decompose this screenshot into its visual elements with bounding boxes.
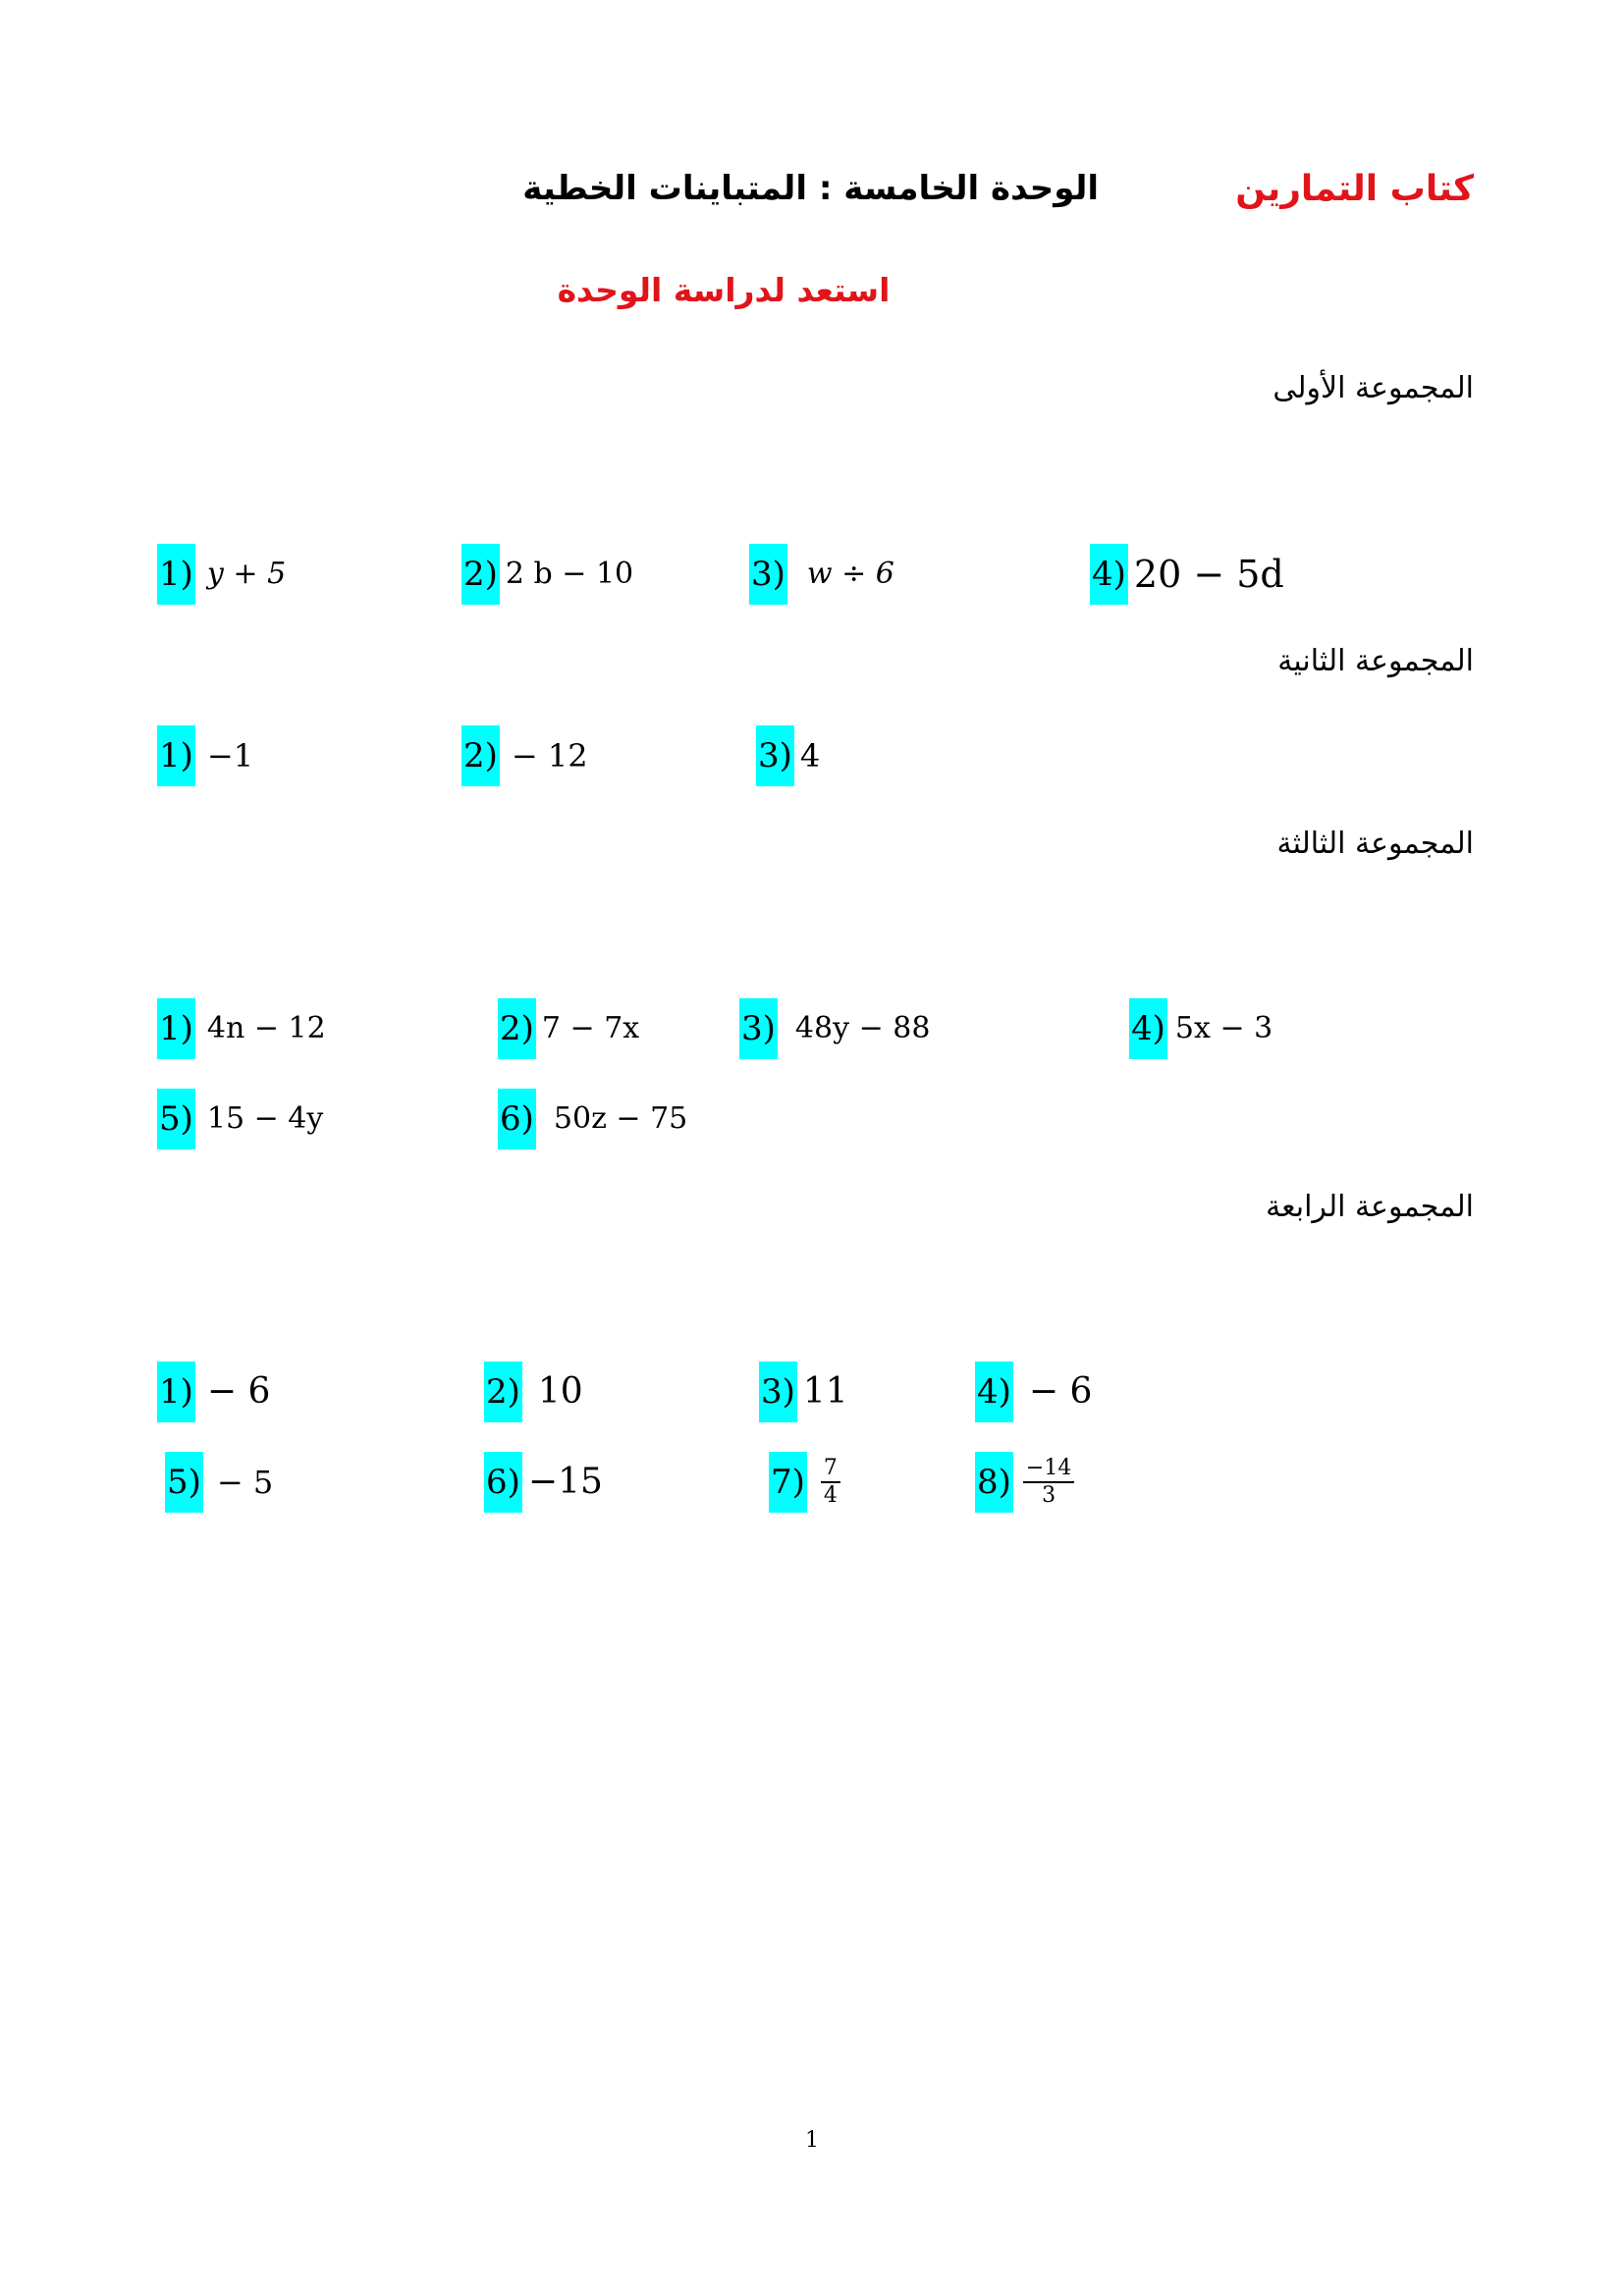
fraction [1023, 1456, 1074, 1509]
list-item [769, 1453, 840, 1512]
list-item [1090, 545, 1284, 604]
item-number: 3) [749, 544, 787, 605]
fraction-numerator: 7 [821, 1456, 840, 1483]
item-expression: 20 − 5d [1133, 553, 1284, 596]
book-title: كتاب التمارين [1235, 169, 1474, 209]
unit-title: الوحدة الخامسة : المتباينات الخطية [522, 169, 1099, 208]
group-label-3: المجموعة الثالثة [1276, 827, 1474, 861]
item-number: 4) [1129, 998, 1167, 1059]
item-expression: w ÷ 6 [806, 557, 894, 591]
list-item [498, 1090, 687, 1148]
item-expression: 10 [537, 1371, 583, 1412]
list-item [461, 545, 633, 604]
item-expression: 5x − 3 [1174, 1011, 1273, 1045]
item-number: 2) [461, 725, 500, 786]
item-number: 8) [975, 1452, 1013, 1513]
fraction-denominator: 3 [1042, 1483, 1056, 1508]
item-expression: −15 [527, 1462, 603, 1502]
item-number: 2) [461, 544, 500, 605]
item-number: 7) [769, 1452, 807, 1513]
item-number: 1) [157, 725, 195, 786]
list-item [461, 726, 588, 785]
list-item [975, 1362, 1092, 1421]
page-number: 1 [805, 2128, 819, 2153]
fraction-denominator: 4 [823, 1483, 838, 1508]
fraction [821, 1456, 840, 1509]
item-expression: 2 b − 10 [505, 557, 634, 591]
item-number: 5) [165, 1452, 203, 1513]
item-expression: −1 [206, 737, 254, 774]
item-number: 3) [739, 998, 778, 1059]
list-item [157, 1362, 270, 1421]
group-label-2: المجموعة الثانية [1277, 644, 1474, 678]
list-item [759, 1362, 848, 1421]
item-number: 1) [157, 1362, 195, 1422]
item-expression: 48y − 88 [794, 1011, 931, 1045]
list-item [975, 1453, 1074, 1512]
item-number: 4) [1090, 544, 1128, 605]
item-number: 6) [484, 1452, 522, 1513]
item-expression: y + 5 [206, 557, 287, 591]
list-item [749, 545, 894, 604]
group-label-4: المجموعة الرابعة [1266, 1190, 1474, 1224]
item-number: 3) [759, 1362, 797, 1422]
item-number: 4) [975, 1362, 1013, 1422]
item-number: 2) [484, 1362, 522, 1422]
item-expression: 7 − 7x [541, 1011, 640, 1045]
list-item [157, 726, 253, 785]
fraction-numerator: −14 [1023, 1456, 1074, 1483]
list-item [739, 999, 930, 1058]
item-expression: 50z − 75 [553, 1101, 688, 1136]
item-number: 1) [157, 998, 195, 1059]
list-item [1129, 999, 1272, 1058]
list-item [756, 726, 820, 785]
list-item [498, 999, 639, 1058]
list-item [484, 1362, 583, 1421]
item-expression: 4 [799, 737, 821, 774]
group-label-1: المجموعة الأولى [1272, 371, 1474, 405]
item-expression: 15 − 4y [206, 1101, 324, 1136]
item-number: 1) [157, 544, 195, 605]
item-expression: − 5 [216, 1464, 274, 1501]
item-expression: − 12 [511, 737, 588, 774]
list-item [157, 1090, 323, 1148]
item-number: 6) [498, 1089, 536, 1149]
section-subtitle [0, 271, 1624, 309]
item-number: 5) [157, 1089, 195, 1149]
list-item [165, 1453, 273, 1512]
list-item [157, 545, 286, 604]
item-expression: 11 [802, 1371, 848, 1412]
item-expression: − 6 [206, 1371, 271, 1412]
item-number: 3) [756, 725, 794, 786]
item-number: 2) [498, 998, 536, 1059]
list-item [157, 999, 326, 1058]
item-expression: 4n − 12 [206, 1011, 326, 1045]
list-item [484, 1453, 603, 1512]
section-subtitle-text: استعد لدراسة الوحدة [557, 271, 891, 309]
item-expression: − 6 [1028, 1371, 1093, 1412]
